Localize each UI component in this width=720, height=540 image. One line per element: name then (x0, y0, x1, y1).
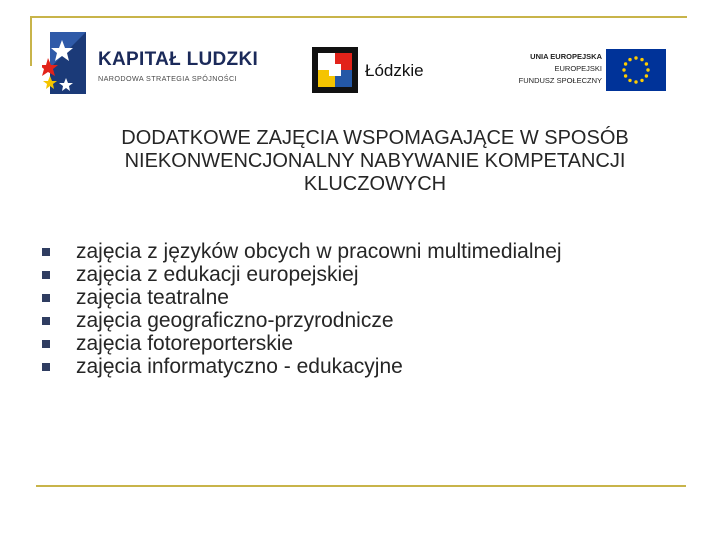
list-item-text: zajęcia informatyczno - edukacyjne (76, 355, 403, 378)
bullet-square-icon (42, 363, 50, 371)
frame-bottom-line (36, 485, 686, 487)
bullet-square-icon (42, 317, 50, 325)
eu-flag-icon (606, 49, 666, 91)
bullet-list (42, 240, 682, 378)
list-item (42, 355, 682, 378)
eu-line-2: EUROPEJSKI (554, 64, 602, 73)
lodzkie-name: Łódzkie (365, 61, 424, 80)
list-item (42, 263, 682, 286)
bullet-square-icon (42, 248, 50, 256)
eu-logo-text (519, 51, 602, 87)
lodzkie-emblem-icon (312, 47, 358, 93)
kapital-ludzki-logo (42, 28, 272, 100)
list-item-text: zajęcia geograficzno-przyrodnicze (76, 309, 394, 332)
kapital-ludzki-subtitle: NARODOWA STRATEGIA SPÓJNOŚCI (98, 74, 237, 83)
lodzkie-logo (312, 47, 452, 95)
list-item-text: zajęcia teatralne (76, 286, 229, 309)
eu-line-3: FUNDUSZ SPOŁECZNY (518, 76, 602, 85)
frame-left-line (30, 16, 32, 66)
bullet-square-icon (42, 271, 50, 279)
bullet-square-icon (42, 340, 50, 348)
kapital-ludzki-emblem-icon (42, 28, 90, 98)
list-item-text: zajęcia z języków obcych w pracowni multimedialnej (76, 240, 562, 263)
list-item-text: zajęcia z edukacji europejskiej (76, 263, 359, 286)
frame-top-line (30, 16, 687, 18)
list-item-text: zajęcia fotoreporterskie (76, 332, 294, 355)
slide-title: DODATKOWE ZAJĘCIA WSPOMAGAJĄCE W SPOSÓB NIEKONWENCJONALNY NABYWANIE KOMPETANCJI KLUCZOWYCH (121, 127, 629, 195)
bullet-square-icon (42, 294, 50, 302)
kapital-ludzki-name: KAPITAŁ LUDZKI (98, 49, 259, 70)
list-item (42, 286, 682, 309)
list-item (42, 332, 682, 355)
eu-line-1: UNIA EUROPEJSKA (530, 52, 602, 61)
list-item (42, 240, 682, 263)
list-item (42, 309, 682, 332)
eu-logo (508, 48, 670, 94)
